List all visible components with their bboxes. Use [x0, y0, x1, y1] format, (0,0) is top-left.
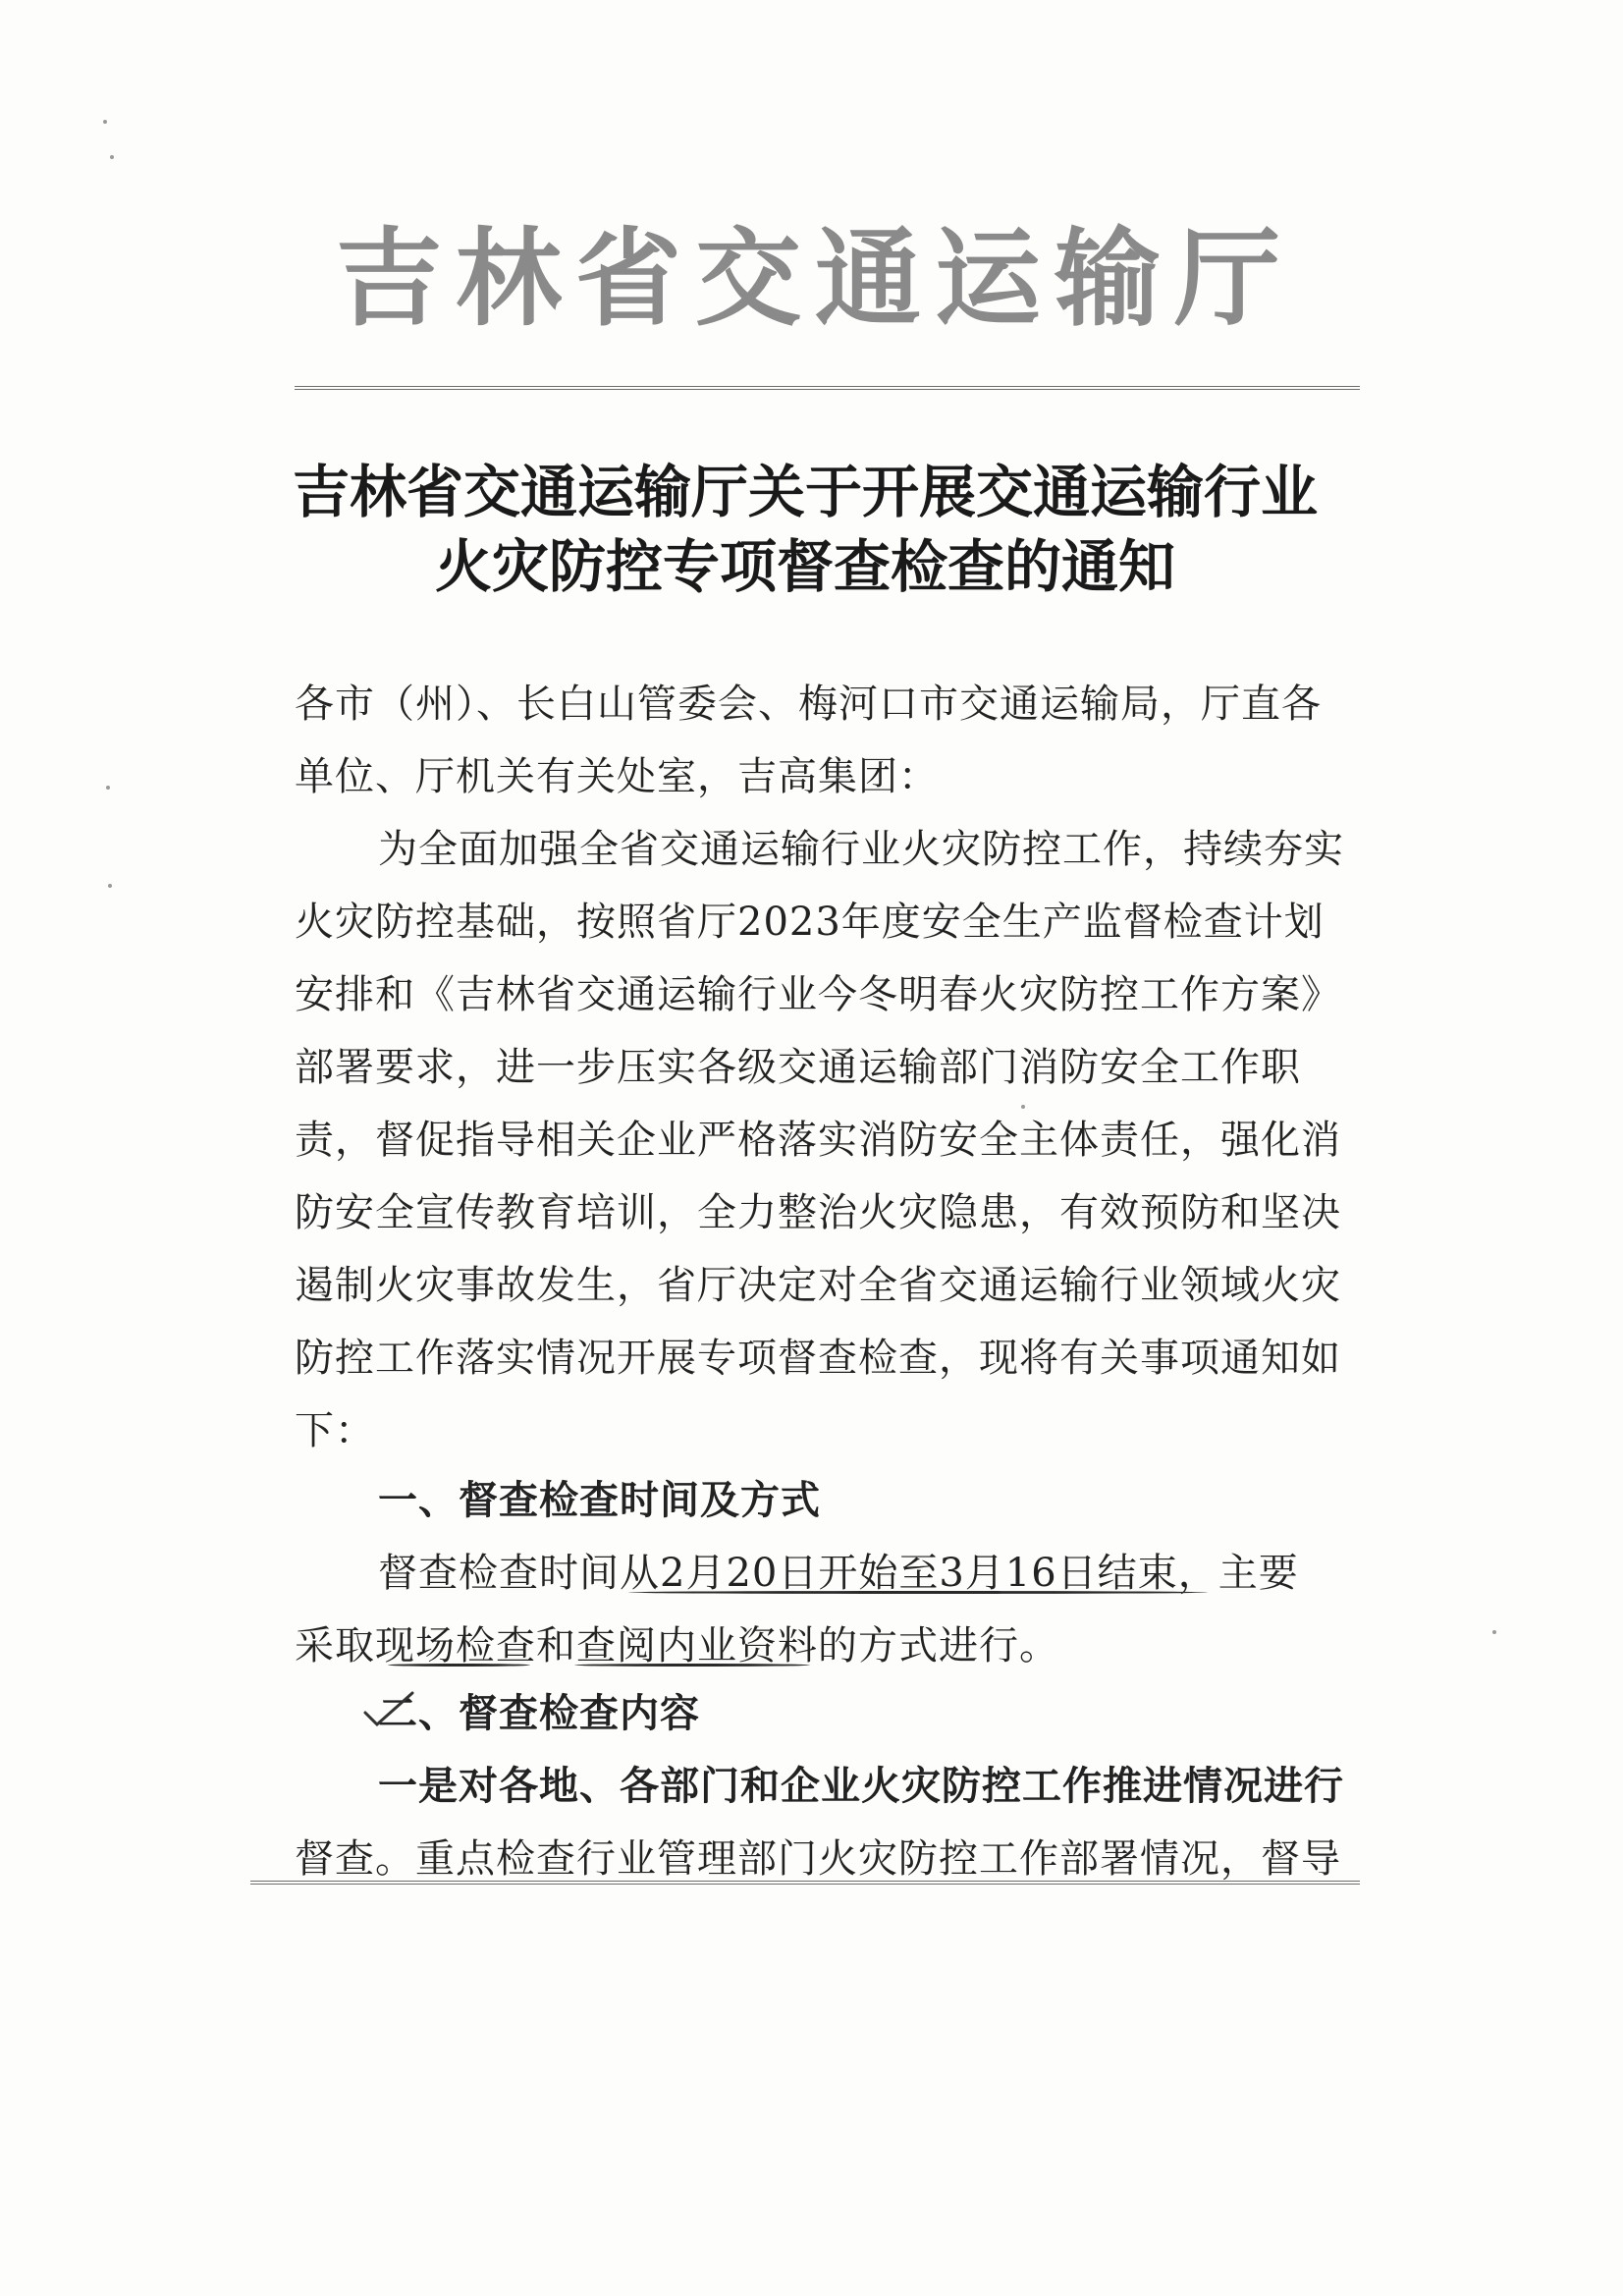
paragraph-line: 防控工作落实情况开展专项督查检查，现将有关事项通知如 [295, 1336, 1341, 1381]
handwritten-underline [388, 1664, 530, 1667]
paragraph-line: 火灾防控基础，按照省厅2023年度安全生产监督检查计划 [295, 900, 1325, 945]
section-1-line: 采取现场检查和查阅内业资料的方式进行。 [295, 1623, 1059, 1668]
paragraph-line: 遏制火灾事故发生，省厅决定对全省交通运输行业领域火灾 [295, 1263, 1341, 1308]
section-heading-2: 二、督查检查内容 [378, 1691, 700, 1736]
scan-speck [108, 884, 112, 888]
letterhead-rule [295, 386, 1360, 390]
paragraph-line: 责，督促指导相关企业严格落实消防安全主体责任，强化消 [295, 1118, 1341, 1163]
scan-speck [1021, 1105, 1025, 1109]
addressee-line-1: 各市（州）、长白山管委会、梅河口市交通运输局，厅直各 [295, 682, 1322, 727]
paragraph-line: 部署要求，进一步压实各级交通运输部门消防安全工作职 [295, 1045, 1301, 1090]
paragraph-line: 下： [295, 1408, 375, 1453]
section-1-line: 督查检查时间从2月20日开始至3月16日结束，主要 [378, 1551, 1299, 1596]
handwritten-underline [628, 1591, 1208, 1594]
addressee-line-2: 单位、厅机关有关处室，吉高集团： [295, 754, 939, 799]
handwritten-check-mark [361, 1691, 420, 1730]
scan-speck [1492, 1630, 1496, 1634]
scan-speck [110, 155, 114, 159]
paragraph-line: 为全面加强全省交通运输行业火灾防控工作，持续夯实 [378, 827, 1344, 872]
document-title-line-1: 吉林省交通运输厅关于开展交通运输行业 [292, 459, 1318, 525]
paragraph-line: 防安全宣传教育培训，全力整治火灾隐患，有效预防和坚决 [295, 1190, 1341, 1235]
document-title-line-2: 火灾防控专项督查检查的通知 [434, 533, 1175, 600]
page-bottom-rule [250, 1881, 1360, 1885]
scan-speck [103, 120, 107, 124]
section-2-line: 一是对各地、各部门和企业火灾防控工作推进情况进行 [378, 1763, 1344, 1809]
section-heading-1: 一、督查检查时间及方式 [378, 1478, 821, 1523]
paragraph-line: 安排和《吉林省交通运输行业今冬明春火灾防控工作方案》 [295, 972, 1341, 1017]
letterhead: 吉林省交通运输厅 [335, 217, 1294, 341]
handwritten-underline [574, 1664, 810, 1667]
scan-speck [106, 786, 110, 790]
section-2-line: 督查。重点检查行业管理部门火灾防控工作部署情况，督导 [295, 1836, 1341, 1882]
